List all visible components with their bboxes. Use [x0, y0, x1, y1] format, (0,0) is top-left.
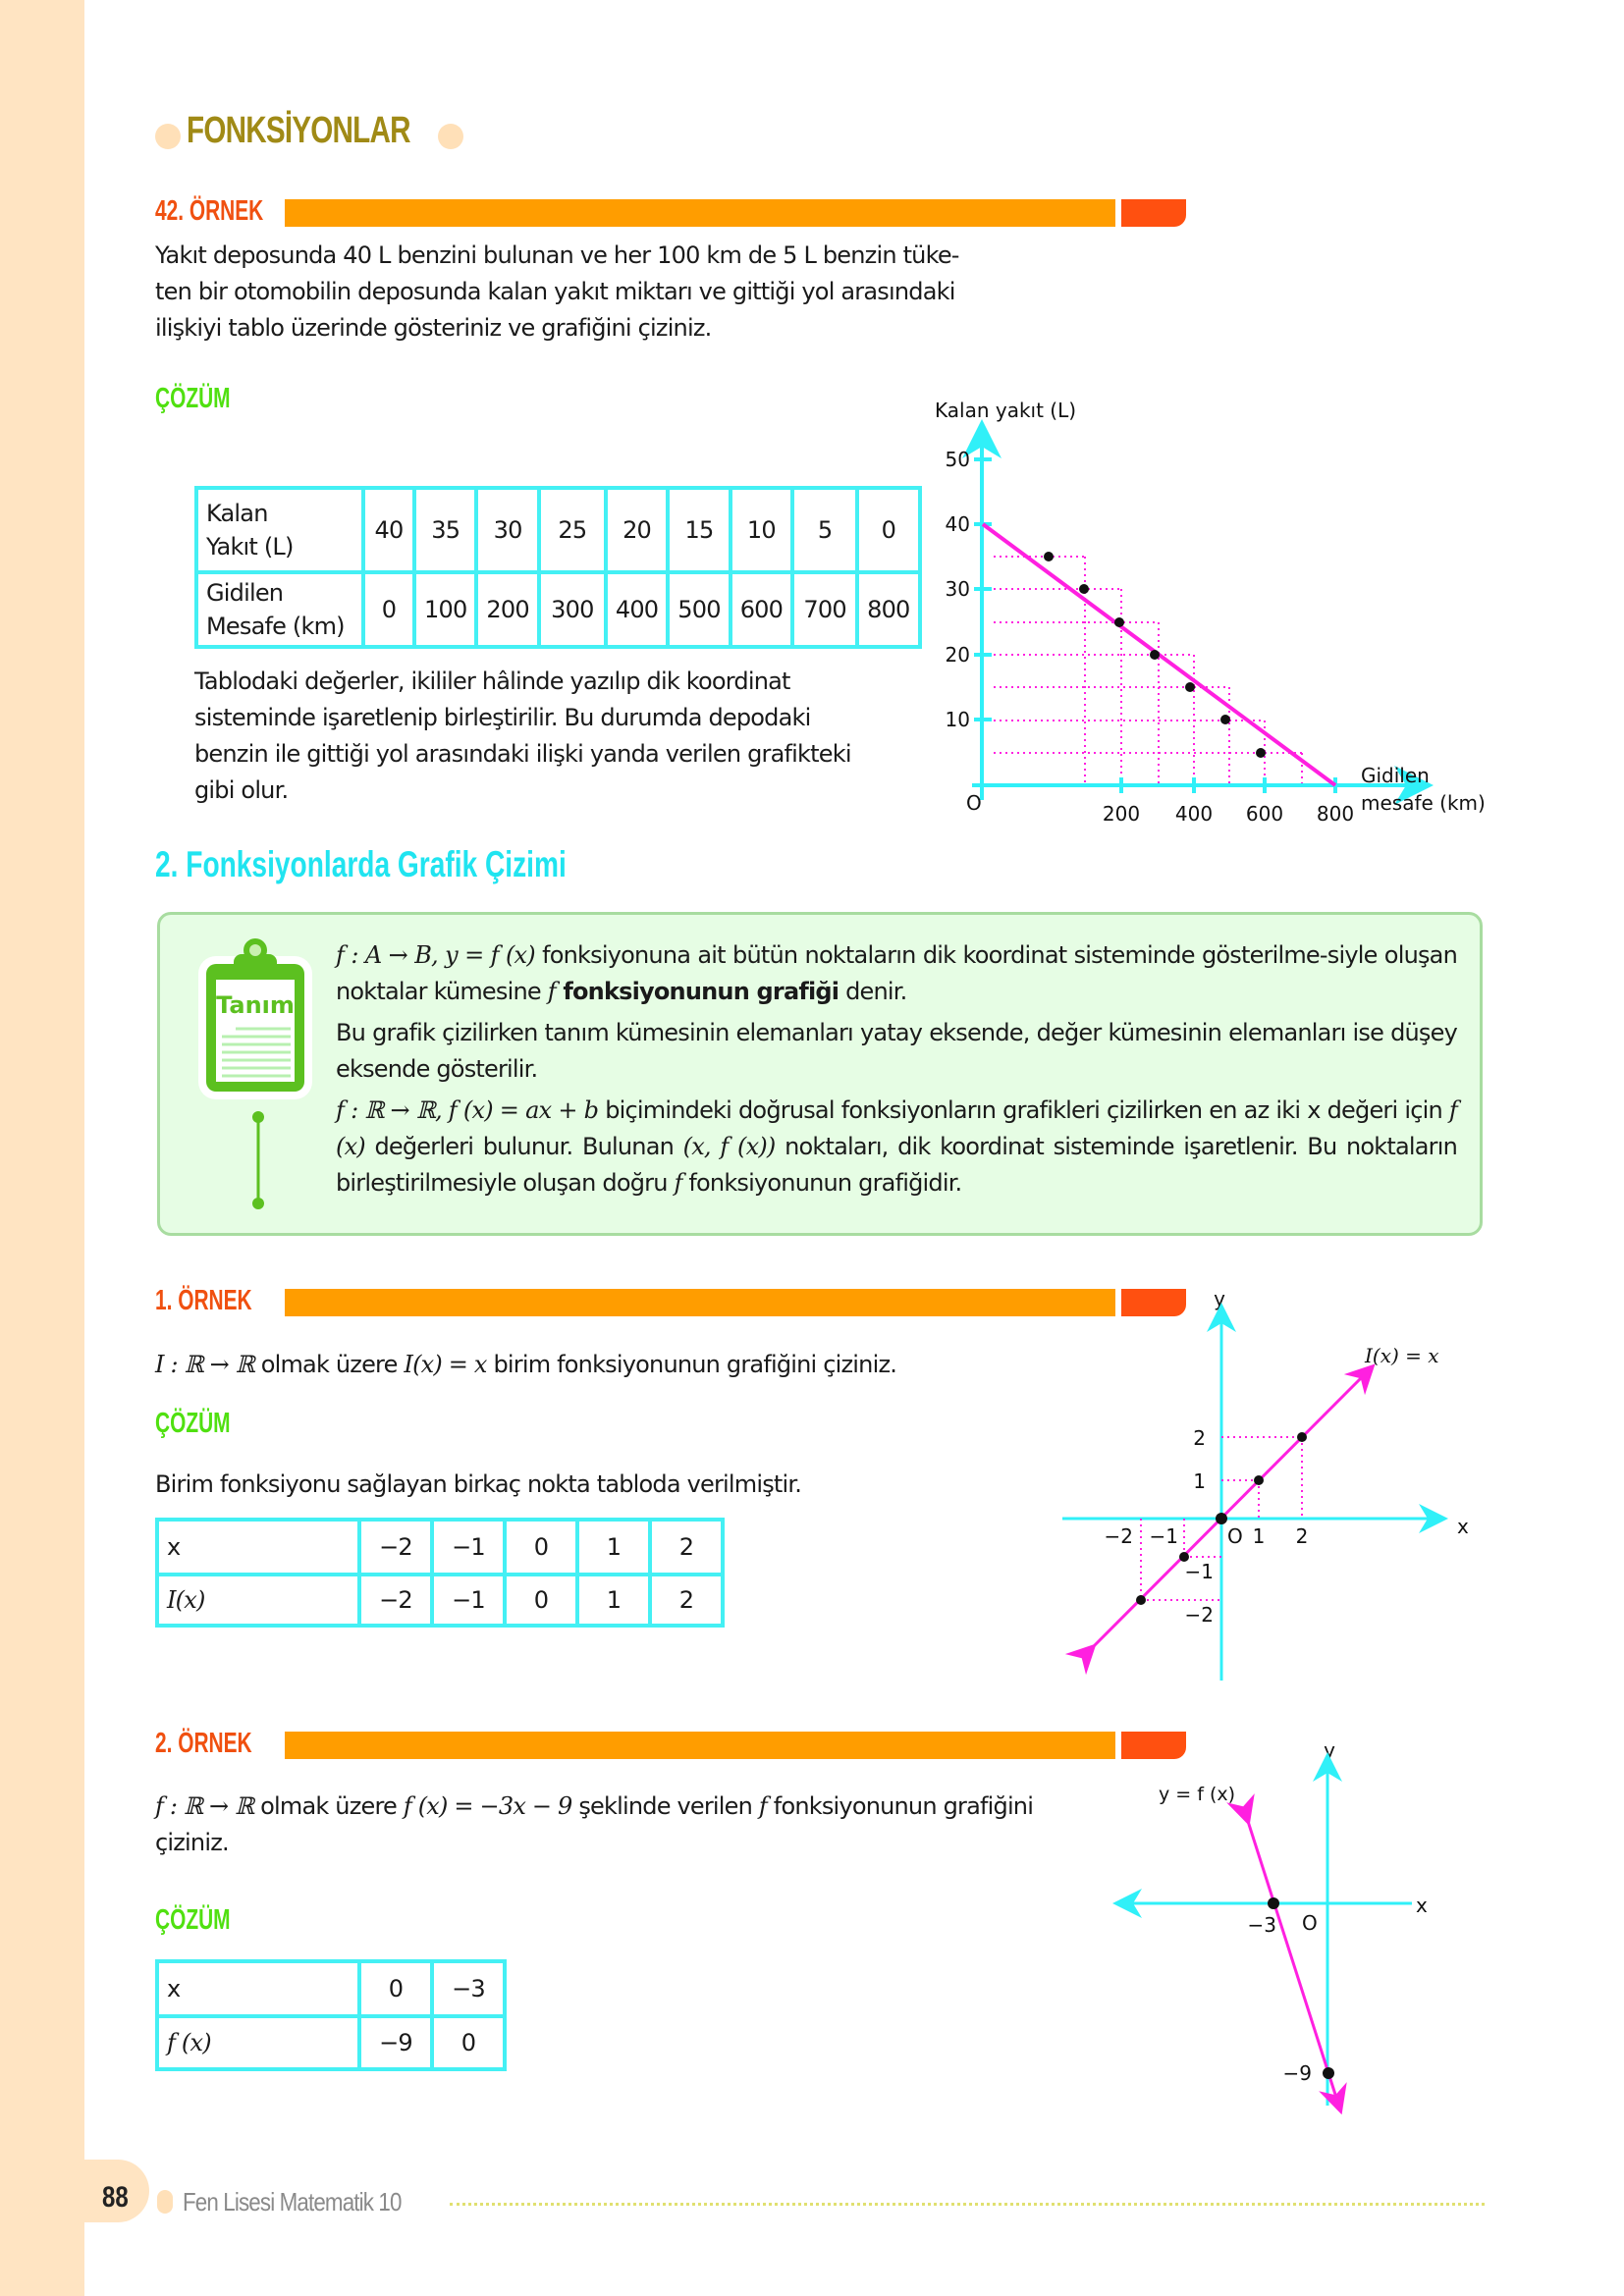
origin-label: O	[1302, 1911, 1318, 1935]
row-header: Gidilen Mesafe (km)	[196, 572, 363, 647]
table-cell: 800	[857, 572, 919, 647]
table-cell: 40	[363, 488, 414, 572]
example-1-header	[155, 1285, 1033, 1316]
y-tick-label: −9	[1282, 2061, 1312, 2085]
book-title: Fen Lisesi Matematik 10	[183, 2187, 402, 2216]
linear-function-table	[155, 1959, 507, 2071]
table-cell: −3	[432, 1961, 505, 2016]
identity-table	[155, 1518, 725, 1628]
table-cell: 35	[414, 488, 476, 572]
table-cell: 100	[414, 572, 476, 647]
table-cell: 2	[650, 1520, 723, 1575]
footer-dotted-rule	[450, 2203, 1485, 2206]
example-42-label: 42. ÖRNEK	[155, 195, 264, 227]
chapter-title: FONKSİYONLAR	[187, 110, 410, 151]
header-bar	[285, 1289, 1115, 1316]
page-number: 88	[102, 2181, 129, 2214]
x-tick-label: −2	[1104, 1524, 1133, 1548]
table-cell: 0	[363, 572, 414, 647]
table-cell: −9	[359, 2016, 432, 2069]
x-tick-label: 600	[1245, 802, 1284, 826]
function-line	[1245, 1812, 1337, 2101]
fuel-distance-chart	[913, 388, 1502, 839]
explanation-line: Tablodaki değerler, ikililer hâlinde yazılıp dik koordinat	[194, 667, 790, 695]
problem-line: ilişkiyi tablo üzerinde gösteriniz ve grafiğini çiziniz.	[155, 314, 712, 342]
example-42-header	[155, 195, 1033, 227]
y-axis-label: y	[1214, 1287, 1225, 1310]
table-row	[196, 488, 920, 572]
linear-function-chart	[1100, 1728, 1473, 2140]
x-tick-label: −3	[1247, 1913, 1276, 1937]
example-2-header	[155, 1728, 1033, 1759]
y-tick-label: −2	[1184, 1603, 1214, 1627]
table-cell: 0	[505, 1520, 577, 1575]
example-42-explanation	[194, 664, 941, 809]
example-42-problem	[155, 238, 1039, 347]
table-cell: 20	[606, 488, 668, 572]
table-cell: 300	[539, 572, 606, 647]
table-cell: 1	[577, 1520, 650, 1575]
function-line	[1086, 1374, 1365, 1654]
y-axis-label: y	[1324, 1738, 1335, 1762]
table-cell: 200	[476, 572, 538, 647]
table-row	[196, 572, 920, 647]
table-cell: −2	[359, 1520, 432, 1575]
table-row	[157, 1575, 723, 1626]
section-title: 2. Fonksiyonlarda Grafik Çizimi	[155, 844, 567, 884]
definition-paragraph-3: f : ℝ → ℝ, f (x) = ax + b biçimindeki doğrusal fonksiyonların grafikleri çizilirken en az iki x değeri için f (x) değerleri bulunur. Bulunan (x, f (x)) noktaları, dik koordinat sisteminde işaretlenir. Bu noktaların birleştirilmesiyle oluşan doğru f fonksiyonunun grafiğidir.	[336, 1096, 1458, 1197]
row-header: I(x)	[157, 1575, 359, 1626]
table-cell: 30	[476, 488, 538, 572]
function-label: y = f (x)	[1159, 1784, 1236, 1805]
x-axis-label: x	[1457, 1515, 1469, 1538]
y-tick-label: 30	[945, 577, 970, 601]
table-cell: 1	[577, 1575, 650, 1626]
footer-dot	[157, 2190, 173, 2214]
header-bar-accent	[1121, 199, 1186, 227]
table-cell: 15	[668, 488, 730, 572]
header-bar	[285, 1732, 1115, 1759]
table-cell: −2	[359, 1575, 432, 1626]
table-cell: 2	[650, 1575, 723, 1626]
page-margin-band	[0, 0, 84, 2296]
solution-label: ÇÖZÜM	[155, 383, 231, 414]
identity-function-chart	[1041, 1276, 1492, 1698]
x-tick-label: 400	[1174, 802, 1214, 826]
row-header: x	[157, 1961, 359, 2016]
example-1-problem: I : ℝ → ℝ olmak üzere I(x) = x birim fonksiyonunun grafiğini çiziniz.	[155, 1351, 897, 1378]
y-tick-label: 2	[1193, 1426, 1206, 1450]
x-tick-label: 2	[1295, 1524, 1309, 1548]
table-row	[157, 2016, 505, 2069]
projection-lines	[994, 557, 1302, 785]
origin-label: O	[966, 791, 982, 815]
x-axis-label-line1: Gidilen	[1361, 764, 1430, 787]
table-cell: 500	[668, 572, 730, 647]
x-tick-label: 800	[1316, 802, 1355, 826]
row-header: Kalan Yakıt (L)	[196, 488, 363, 572]
x-tick-label: 200	[1102, 802, 1141, 826]
solution-label: ÇÖZÜM	[155, 1904, 231, 1936]
table-row	[157, 1520, 723, 1575]
explanation-line: sisteminde işaretlenip birleştirilir. Bu durumda depodaki	[194, 704, 811, 731]
x-axis-label: x	[1416, 1894, 1428, 1917]
example-1-label: 1. ÖRNEK	[155, 1285, 252, 1316]
table-cell: 0	[359, 1961, 432, 2016]
y-tick-label: −1	[1184, 1560, 1214, 1583]
table-cell: 25	[539, 488, 606, 572]
header-bar	[285, 199, 1115, 227]
y-tick-label: 40	[945, 512, 970, 536]
table-cell: 0	[857, 488, 919, 572]
problem-line: Yakıt deposunda 40 L benzini bulunan ve her 100 km de 5 L benzin tüke-	[155, 241, 959, 269]
svg-text:Kalan yakıt (L): Kalan yakıt (L)	[935, 399, 1077, 422]
table-cell: 0	[432, 2016, 505, 2069]
table-cell: 0	[505, 1575, 577, 1626]
table-cell: 5	[792, 488, 857, 572]
tanim-label: Tanım	[216, 991, 295, 1019]
example-2-label: 2. ÖRNEK	[155, 1728, 252, 1759]
problem-line: ten bir otomobilin deposunda kalan yakıt miktarı ve gittiği yol arasındaki	[155, 278, 955, 305]
row-header: f (x)	[157, 2016, 359, 2069]
y-tick-label: 10	[945, 708, 970, 731]
origin-label: O	[1227, 1524, 1243, 1548]
x-tick-label: −1	[1149, 1524, 1178, 1548]
chapter-dot-left	[155, 124, 181, 149]
definition-clipboard-icon	[196, 931, 324, 1225]
y-tick-label: 20	[945, 643, 970, 667]
x-tick-label: 1	[1252, 1524, 1266, 1548]
chapter-dot-right	[438, 124, 463, 149]
function-label: I(x) = x	[1365, 1344, 1439, 1367]
explanation-line: benzin ile gittiği yol arasındaki ilişki yanda verilen grafikteki	[194, 740, 851, 768]
solution-label: ÇÖZÜM	[155, 1408, 231, 1439]
fuel-distance-table	[194, 486, 922, 649]
table-cell: −1	[432, 1575, 505, 1626]
x-axis-label-line2: mesafe (km)	[1361, 791, 1486, 815]
y-tick-label: 1	[1193, 1469, 1206, 1493]
explanation-line: gibi olur.	[194, 776, 289, 804]
definition-paragraph-2: Bu grafik çizilirken tanım kümesinin elemanları yatay eksende, değer kümesinin elemanları ise düşey eksende gösterilir.	[336, 1019, 1457, 1083]
table-cell: 600	[731, 572, 792, 647]
table-cell: 400	[606, 572, 668, 647]
table-row	[157, 1961, 505, 2016]
y-axis-label	[935, 399, 1076, 422]
example-1-solution-text: Birim fonksiyonu sağlayan birkaç nokta tabloda verilmiştir.	[155, 1470, 802, 1498]
row-header: x	[157, 1520, 359, 1575]
definition-paragraph-1: f : A → B, y = f (x) fonksiyonuna ait bütün noktaların dik koordinat sisteminde gösterilme-siyle oluşan noktalar kümesine f fonksiyonunun grafiği denir.	[336, 941, 1457, 1005]
y-tick-label: 50	[945, 448, 970, 471]
example-2-problem: f : ℝ → ℝ olmak üzere f (x) = −3x − 9 şeklinde verilen f fonksiyonunun grafiğini çiziniz.	[155, 1792, 1034, 1856]
table-cell: −1	[432, 1520, 505, 1575]
table-cell: 700	[792, 572, 857, 647]
table-cell: 10	[731, 488, 792, 572]
